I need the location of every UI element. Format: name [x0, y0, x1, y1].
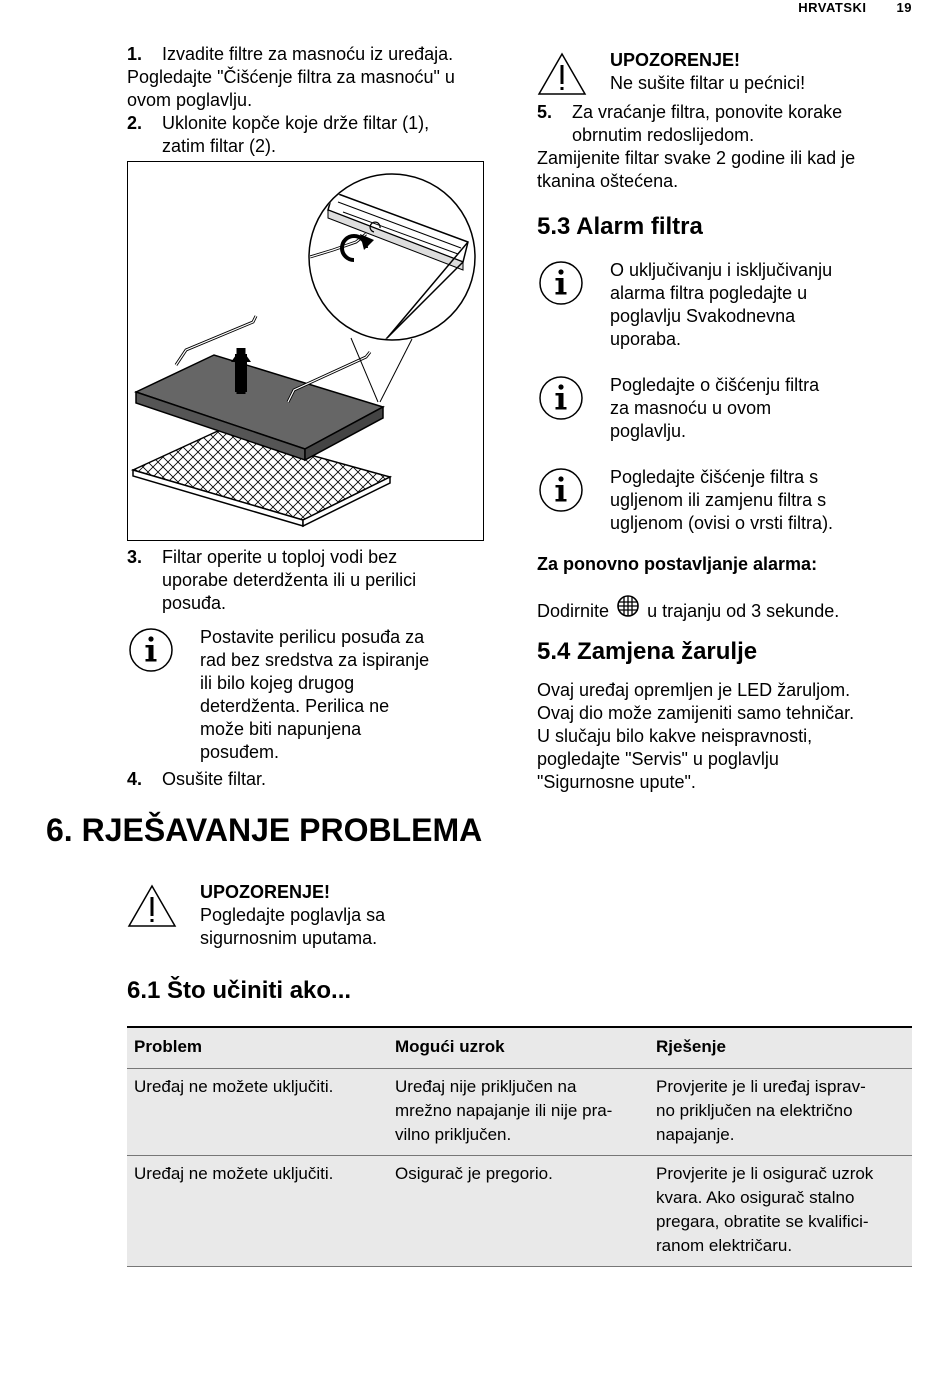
column-header-problem: Problem [127, 1027, 388, 1069]
bulb-replacement-text: Ovaj uređaj opremljen je LED žaruljom. Ovaj dio može zamijeniti samo tehničar. U slučaju bilo kakve neispravnosti, pogledajte "Servis" u poglavlju "Sigurnosne upute". [537, 680, 855, 792]
warning-triangle-icon [537, 52, 587, 102]
cell-cause: Osigurač je pregorio. [388, 1156, 649, 1267]
chapter-6-title: 6. RJEŠAVANJE PROBLEMA [46, 812, 483, 848]
step-5: 5. Za vraćanje filtra, ponovite korake obrnutim redoslijedom. [537, 102, 843, 145]
step-4: 4. Osušite filtar. [127, 769, 267, 789]
info-icon [537, 374, 585, 428]
warning-note-oven: UPOZORENJE! Ne sušite filtar u pećnici! [537, 49, 917, 99]
header-language: HRVATSKI [798, 0, 867, 15]
step-2: 2. Uklonite kopče koje drže filtar (1), zatim filtar (2). [127, 113, 430, 156]
info-icon [127, 626, 175, 680]
cell-solution: Provjerite je li uređaj isprav- no priključen na električno napajanje. [649, 1069, 912, 1156]
reset-alarm-heading: Za ponovno postavljanje alarma: [537, 554, 818, 574]
column-header-cause: Mogući uzrok [388, 1027, 649, 1069]
column-header-solution: Rješenje [649, 1027, 912, 1069]
info-icon [537, 466, 585, 520]
page-header [798, 0, 912, 19]
filter-removal-illustration [127, 161, 484, 541]
info-note-alarm: O uključivanju i isključivanju alarma filtra pogledajte u poglavlju Svakodnevna uporaba. [537, 259, 917, 354]
info-icon [537, 259, 585, 313]
info-note-grease: Pogledajte o čišćenju filtra za masnoću u ovom poglavlju. [537, 374, 917, 446]
touch-instruction: Dodirnite u trajanju od 3 sekunde. [537, 595, 927, 625]
page-number: 19 [896, 0, 912, 15]
filter-button-icon [616, 595, 640, 625]
section-5-3-heading: 5.3 Alarm filtra [537, 213, 703, 240]
table-row [127, 1069, 912, 1156]
replace-filter-text: Zamijenite filtar svake 2 godine ili kad je tkanina oštećena. [537, 148, 856, 191]
info-note-charcoal: Pogledajte čišćenje filtra s ugljenom ili zamjenu filtra s ugljenom (ovisi o vrsti filtra). [537, 466, 917, 538]
section-5-4-heading: 5.4 Zamjena žarulje [537, 638, 758, 665]
cell-solution: Provjerite je li osigurač uzrok kvara. Ako osigurač stalno pregara, obratite se kvalifici- ranom električaru. [649, 1156, 912, 1267]
section-6-1-heading: 6.1 Što učiniti ako... [127, 977, 352, 1004]
warning-note-safety: UPOZORENJE! Pogledajte poglavlja sa sigurnosnim uputama. [127, 881, 527, 953]
troubleshooting-table [127, 1026, 912, 1267]
step-1: 1. Izvadite filtre za masnoću iz uređaja. Pogledajte "Čišćenje filtra za masnoću" u ovom poglavlju. [127, 44, 455, 110]
step-3: 3. Filtar operite u toploj vodi bez uporabe deterdženta ili u perilici posuđa. [127, 547, 417, 613]
filter-illustration-svg [128, 162, 483, 540]
cell-cause: Uređaj nije priključen na mrežno napajanje ili nije pra- vilno priključen. [388, 1069, 649, 1156]
cell-problem: Uređaj ne možete uključiti. [127, 1069, 388, 1156]
cell-problem: Uređaj ne možete uključiti. [127, 1156, 388, 1267]
warning-triangle-icon [127, 884, 177, 934]
table-row [127, 1156, 912, 1267]
info-note-dishwasher: Postavite perilicu posuđa za rad bez sredstva za ispiranje ili bilo kojeg drugog deterdženta. Perilica ne može biti napunjena posuđem. [127, 626, 497, 766]
table-header-row [127, 1027, 912, 1069]
